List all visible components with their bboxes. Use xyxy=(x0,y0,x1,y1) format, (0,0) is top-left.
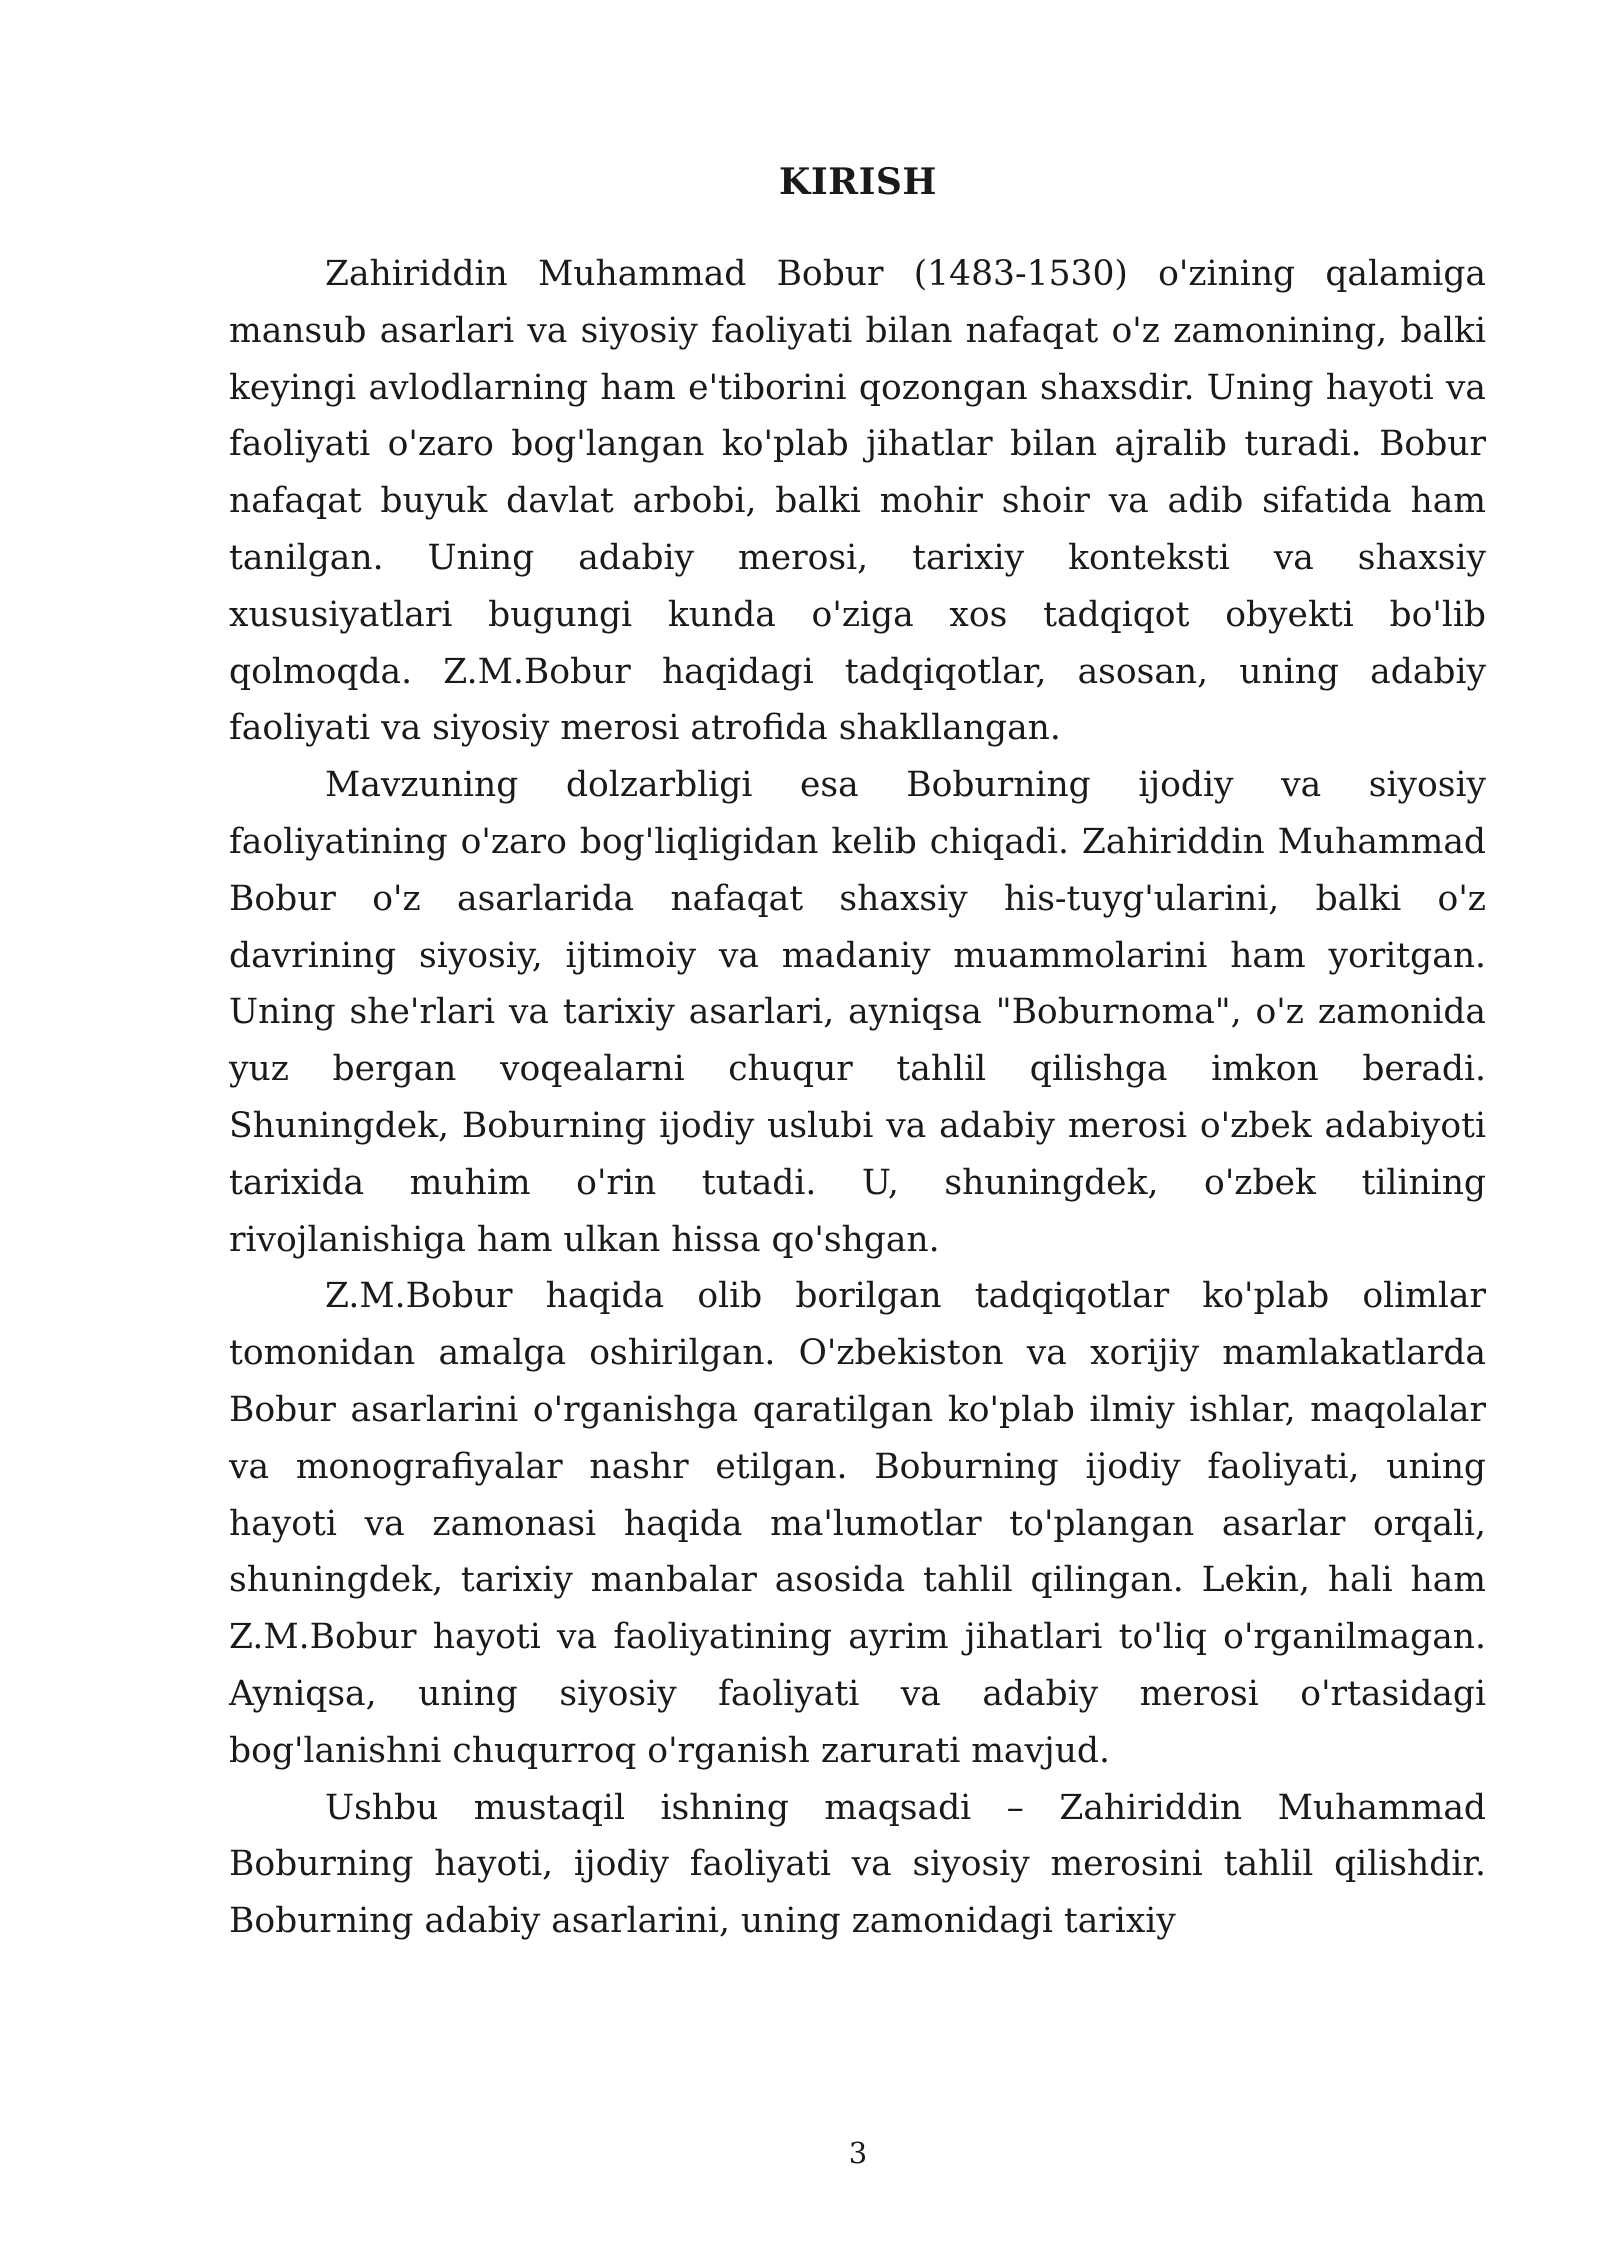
paragraph-relevance: Mavzuning dolzarbligi esa Boburning ijodiy va siyosiy faoliyatining o'zaro bog'liqligidan kelib chiqadi. Zahiriddin Muhammad Bobur o'z asarlarida nafaqat shaxsiy his-tuyg'ularini, balki o'z davrining siyosiy, ijtimoiy va madaniy muammolarini ham yoritgan. Uning she'rlari va tarixiy asarlari, ayniqsa "Boburnoma", o'z zamonida yuz bergan voqealarni chuqur tahlil qilishga imkon beradi. Shuningdek, Boburning ijodiy uslubi va adabiy merosi o'zbek adabiyoti tarixida muhim o'rin tutadi. U, shuningdek, o'zbek tilining rivojlanishiga ham ulkan hissa qo'shgan. xyxy=(229,765,1486,1260)
paragraph-research: Z.M.Bobur haqida olib borilgan tadqiqotlar ko'plab olimlar tomonidan amalga oshirilgan. O'zbekiston va xorijiy mamlakatlarda Bobur asarlarini o'rganishga qaratilgan ko'plab ilmiy ishlar, maqolalar va monografiyalar nashr etilgan. Boburning ijodiy faoliyati, uning hayoti va zamonasi haqida ma'lumotlar to'plangan asarlar orqali, shuningdek, tarixiy manbalar asosida tahlil qilingan. Lekin, hali ham Z.M.Bobur hayoti va faoliyatining ayrim jihatlari to'liq o'rganilmagan. Ayniqsa, uning siyosiy faoliyati va adabiy merosi o'rtasidagi bog'lanishni chuqurroq o'rganish zarurati mavjud. xyxy=(229,1276,1486,1771)
paragraph-intro: Zahiriddin Muhammad Bobur (1483-1530) o'zining qalamiga mansub asarlari va siyosiy faoliyati bilan nafaqat o'z zamonining, balki keyingi avlodlarning ham e'tiborini qozongan shaxsdir. Uning hayoti va faoliyati o'zaro bog'langan ko'plab jihatlar bilan ajralib turadi. Bobur nafaqat buyuk davlat arbobi, balki mohir shoir va adib sifatida ham tanilgan. Uning adabiy merosi, tarixiy konteksti va shaxsiy xususiyatlari bugungi kunda o'ziga xos tadqiqot obyekti bo'lib qolmoqda. Z.M.Bobur haqidagi tadqiqotlar, asosan, uning adabiy faoliyati va siyosiy merosi atrofida shakllangan. xyxy=(229,254,1486,749)
paragraph-purpose: Ushbu mustaqil ishning maqsadi – Zahiriddin Muhammad Boburning hayoti, ijodiy faoliyati va siyosiy merosini tahlil qilishdir. Boburning adabiy asarlarini, uning zamonidagi tarixiy xyxy=(229,1787,1486,1942)
body-text xyxy=(229,246,1486,1950)
section-title: KIRISH xyxy=(779,161,937,203)
page-number: 3 xyxy=(848,2136,868,2170)
